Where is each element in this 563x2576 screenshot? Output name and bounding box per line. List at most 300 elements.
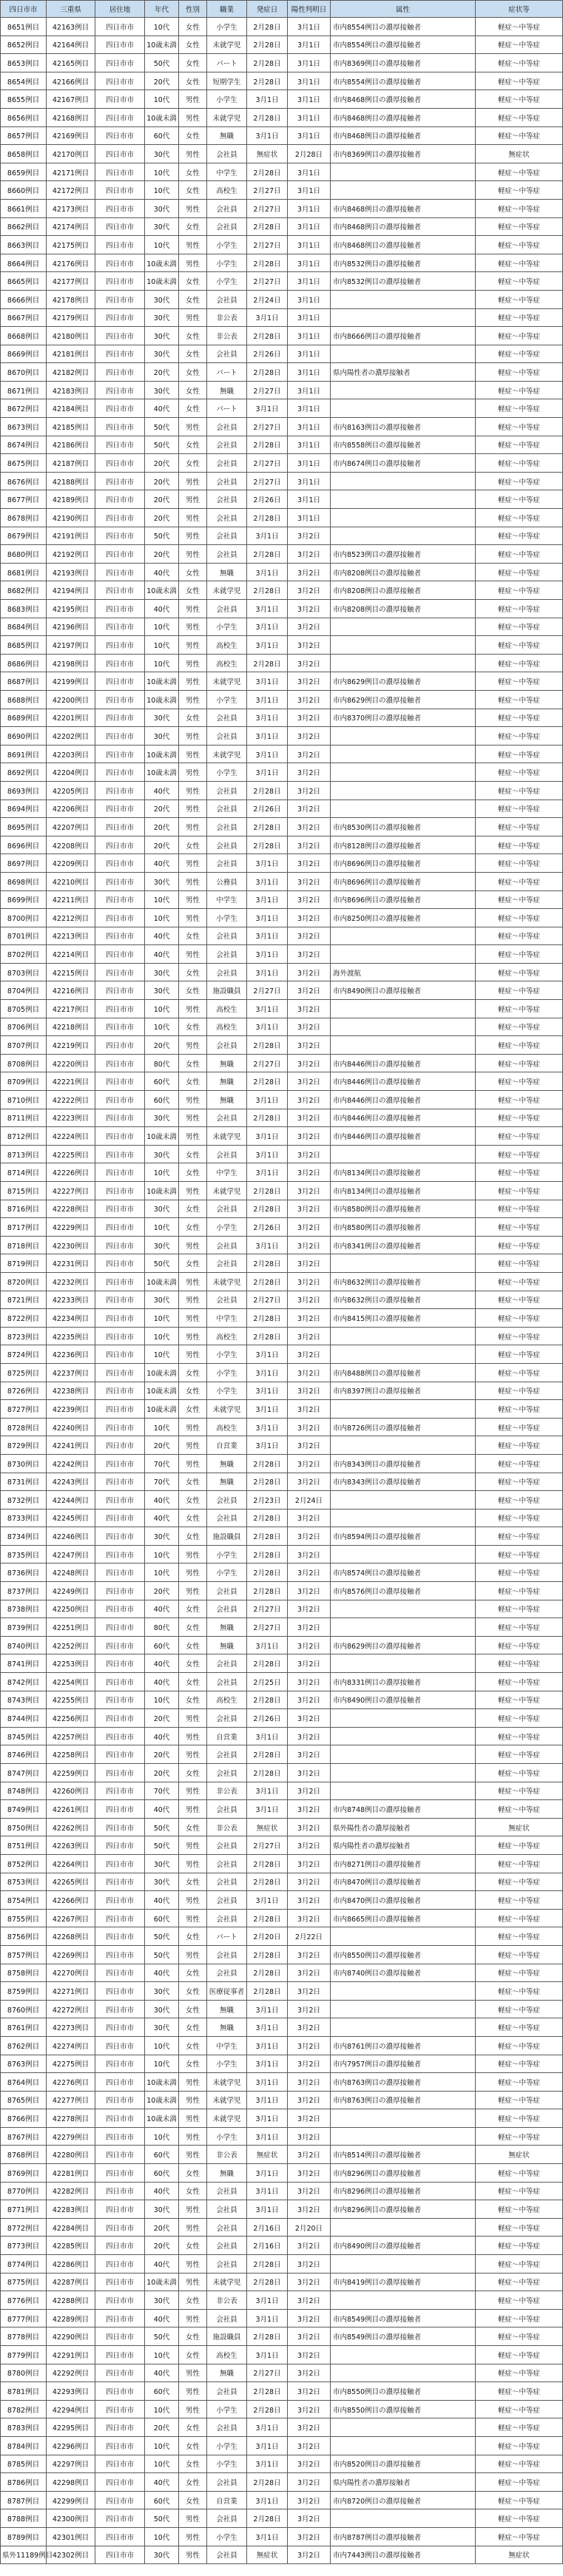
cell-age-group: 20代 bbox=[145, 1036, 179, 1055]
cell-sex: 男性 bbox=[179, 2091, 207, 2109]
table-row bbox=[1, 1636, 563, 1654]
cell-sex: 男性 bbox=[179, 236, 207, 254]
cell-sex: 女性 bbox=[179, 36, 207, 54]
cell-attribute: 市内8250例目の濃厚接触者 bbox=[331, 909, 476, 927]
cell-positive-date: 3月2日 bbox=[288, 1945, 331, 1964]
cell-attribute bbox=[331, 1982, 476, 2001]
table-row bbox=[1, 236, 563, 254]
cell-occupation: 会社員 bbox=[207, 1236, 247, 1254]
table-row bbox=[1, 1473, 563, 1491]
table-row bbox=[1, 272, 563, 291]
cell-onset-date: 2月28日 bbox=[247, 654, 288, 672]
cell-positive-date: 3月2日 bbox=[288, 2382, 331, 2401]
cell-occupation: 小学生 bbox=[207, 1563, 247, 1582]
cell-onset-date: 2月28日 bbox=[247, 1109, 288, 1127]
cell-symptoms: 無症状 bbox=[476, 2146, 563, 2164]
cell-age-group: 10代 bbox=[145, 2436, 179, 2455]
table-row bbox=[1, 1945, 563, 1964]
cell-prefecture-case-number: 42291例目 bbox=[47, 2346, 95, 2364]
cell-age-group: 40代 bbox=[145, 781, 179, 799]
table-row bbox=[1, 1818, 563, 1836]
cell-residence: 四日市市 bbox=[95, 1800, 145, 1819]
cell-symptoms: 軽症～中等症 bbox=[476, 2273, 563, 2291]
cell-symptoms: 軽症～中等症 bbox=[476, 327, 563, 345]
cell-sex: 女性 bbox=[179, 399, 207, 418]
table-row bbox=[1, 1782, 563, 1800]
cell-city-case-number: 8754例目 bbox=[1, 1891, 47, 1910]
cell-sex: 男性 bbox=[179, 1127, 207, 1146]
cell-positive-date: 3月2日 bbox=[288, 2018, 331, 2037]
cell-prefecture-case-number: 42207例目 bbox=[47, 818, 95, 836]
table-row bbox=[1, 1927, 563, 1946]
table-row bbox=[1, 2418, 563, 2437]
cell-positive-date: 3月2日 bbox=[288, 854, 331, 873]
cell-occupation: 会社員 bbox=[207, 1854, 247, 1873]
table-row bbox=[1, 472, 563, 490]
cell-sex: 女性 bbox=[179, 1600, 207, 1618]
cell-occupation: 会社員 bbox=[207, 1873, 247, 1891]
cell-residence: 四日市市 bbox=[95, 2273, 145, 2291]
cell-occupation: 未就学児 bbox=[207, 108, 247, 126]
cell-residence: 四日市市 bbox=[95, 1254, 145, 1273]
cell-age-group: 40代 bbox=[145, 1800, 179, 1819]
cell-symptoms: 軽症～中等症 bbox=[476, 600, 563, 618]
cell-attribute bbox=[331, 1927, 476, 1946]
cell-attribute bbox=[331, 1745, 476, 1764]
cell-onset-date: 3月1日 bbox=[247, 709, 288, 727]
cell-onset-date: 3月1日 bbox=[247, 1363, 288, 1382]
cell-positive-date: 3月2日 bbox=[288, 690, 331, 709]
cell-positive-date: 3月2日 bbox=[288, 600, 331, 618]
cell-prefecture-case-number: 42268例目 bbox=[47, 1927, 95, 1946]
cell-sex: 女性 bbox=[179, 963, 207, 981]
cell-age-group: 20代 bbox=[145, 2237, 179, 2255]
cell-age-group: 20代 bbox=[145, 799, 179, 818]
cell-occupation: 会社員 bbox=[207, 1945, 247, 1964]
cell-residence: 四日市市 bbox=[95, 672, 145, 691]
cell-residence: 四日市市 bbox=[95, 963, 145, 981]
table-row bbox=[1, 1964, 563, 1982]
cell-positive-date: 3月2日 bbox=[288, 1109, 331, 1127]
cell-prefecture-case-number: 42163例目 bbox=[47, 18, 95, 36]
cell-onset-date: 2月24日 bbox=[247, 290, 288, 308]
cell-prefecture-case-number: 42273例目 bbox=[47, 2018, 95, 2037]
cell-attribute: 市内8419例目の濃厚接触者 bbox=[331, 2273, 476, 2291]
cell-prefecture-case-number: 42227例目 bbox=[47, 1182, 95, 1200]
cell-onset-date: 3月1日 bbox=[247, 1400, 288, 1419]
cell-attribute: 市内8514例目の濃厚接触者 bbox=[331, 2146, 476, 2164]
cell-attribute: 市内8208例目の濃厚接触者 bbox=[331, 600, 476, 618]
cell-onset-date: 無症状 bbox=[247, 2146, 288, 2164]
cell-occupation: 会社員 bbox=[207, 1582, 247, 1600]
cell-attribute bbox=[331, 2364, 476, 2382]
cell-city-case-number: 8678例目 bbox=[1, 509, 47, 527]
cell-prefecture-case-number: 42182例目 bbox=[47, 363, 95, 382]
table-row bbox=[1, 1200, 563, 1218]
cell-age-group: 20代 bbox=[145, 1764, 179, 1782]
cell-onset-date: 2月28日 bbox=[247, 2400, 288, 2418]
cell-residence: 四日市市 bbox=[95, 1309, 145, 1328]
cell-positive-date: 3月1日 bbox=[288, 272, 331, 291]
table-row bbox=[1, 454, 563, 473]
cell-age-group: 10歳未満 bbox=[145, 1272, 179, 1291]
cell-onset-date: 2月27日 bbox=[247, 1054, 288, 1072]
cell-symptoms: 軽症～中等症 bbox=[476, 2182, 563, 2200]
table-header bbox=[1, 1, 563, 18]
cell-sex: 男性 bbox=[179, 1800, 207, 1819]
cell-sex: 女性 bbox=[179, 181, 207, 200]
cell-onset-date: 2月28日 bbox=[247, 436, 288, 454]
cell-prefecture-case-number: 42218例目 bbox=[47, 1018, 95, 1036]
cell-occupation: 会社員 bbox=[207, 1673, 247, 1691]
cell-age-group: 20代 bbox=[145, 818, 179, 836]
cell-sex: 女性 bbox=[179, 1673, 207, 1691]
table-row bbox=[1, 1072, 563, 1091]
cell-residence: 四日市市 bbox=[95, 2146, 145, 2164]
cell-residence: 四日市市 bbox=[95, 1527, 145, 1546]
cell-occupation: 高校生 bbox=[207, 1418, 247, 1436]
cell-positive-date: 3月1日 bbox=[288, 363, 331, 382]
cell-sex: 男性 bbox=[179, 1891, 207, 1910]
cell-attribute: 市内8580例目の濃厚接触者 bbox=[331, 1200, 476, 1218]
cell-city-case-number: 8656例目 bbox=[1, 108, 47, 126]
cell-positive-date: 3月2日 bbox=[288, 581, 331, 600]
cell-age-group: 40代 bbox=[145, 1891, 179, 1910]
cell-positive-date: 3月2日 bbox=[288, 1000, 331, 1018]
cell-occupation: 非公表 bbox=[207, 1818, 247, 1836]
cell-occupation: 小学生 bbox=[207, 1382, 247, 1400]
cell-residence: 四日市市 bbox=[95, 654, 145, 672]
cell-city-case-number: 8731例目 bbox=[1, 1473, 47, 1491]
cell-positive-date: 3月2日 bbox=[288, 1618, 331, 1637]
cell-symptoms: 軽症～中等症 bbox=[476, 1727, 563, 1745]
cell-sex: 男性 bbox=[179, 509, 207, 527]
cell-onset-date: 2月25日 bbox=[247, 1673, 288, 1691]
cell-positive-date: 3月1日 bbox=[288, 490, 331, 509]
cell-positive-date: 3月2日 bbox=[288, 1873, 331, 1891]
cell-occupation: 会社員 bbox=[207, 1509, 247, 1527]
cell-symptoms: 軽症～中等症 bbox=[476, 509, 563, 527]
cell-onset-date: 2月26日 bbox=[247, 345, 288, 363]
cell-symptoms: 軽症～中等症 bbox=[476, 1291, 563, 1309]
cell-positive-date: 3月1日 bbox=[288, 108, 331, 126]
cell-onset-date: 2月28日 bbox=[247, 836, 288, 854]
cell-onset-date: 3月1日 bbox=[247, 1000, 288, 1018]
cell-city-case-number: 8758例目 bbox=[1, 1964, 47, 1982]
cell-occupation: 会社員 bbox=[207, 2309, 247, 2327]
cell-occupation: 小学生 bbox=[207, 763, 247, 782]
cell-residence: 四日市市 bbox=[95, 1127, 145, 1146]
table-row bbox=[1, 1491, 563, 1510]
cell-symptoms: 軽症～中等症 bbox=[476, 654, 563, 672]
table-row bbox=[1, 1691, 563, 1709]
cell-onset-date: 2月28日 bbox=[247, 1254, 288, 1273]
cell-positive-date: 3月2日 bbox=[288, 945, 331, 964]
cell-city-case-number: 8712例目 bbox=[1, 1127, 47, 1146]
cell-residence: 四日市市 bbox=[95, 72, 145, 90]
cell-attribute: 市内8523例目の濃厚接触者 bbox=[331, 545, 476, 564]
cell-sex: 女性 bbox=[179, 2164, 207, 2183]
cell-symptoms: 軽症～中等症 bbox=[476, 2255, 563, 2274]
cell-residence: 四日市市 bbox=[95, 818, 145, 836]
cell-prefecture-case-number: 42200例目 bbox=[47, 690, 95, 709]
cell-residence: 四日市市 bbox=[95, 254, 145, 272]
cell-occupation: 中学生 bbox=[207, 1309, 247, 1328]
cell-attribute: 市内8468例目の濃厚接触者 bbox=[331, 236, 476, 254]
cell-symptoms: 軽症～中等症 bbox=[476, 890, 563, 909]
cell-symptoms: 軽症～中等症 bbox=[476, 90, 563, 109]
cell-age-group: 10代 bbox=[145, 890, 179, 909]
cell-prefecture-case-number: 42225例目 bbox=[47, 1145, 95, 1163]
cell-attribute: 市内8446例目の濃厚接触者 bbox=[331, 1072, 476, 1091]
header-positive-date: 陽性判明日 bbox=[288, 1, 331, 18]
cell-prefecture-case-number: 42215例目 bbox=[47, 963, 95, 981]
cell-occupation: 会社員 bbox=[207, 290, 247, 308]
cell-prefecture-case-number: 42293例目 bbox=[47, 2382, 95, 2401]
cell-residence: 四日市市 bbox=[95, 1491, 145, 1510]
table-row bbox=[1, 727, 563, 746]
cell-symptoms: 軽症～中等症 bbox=[476, 254, 563, 272]
cell-onset-date: 2月28日 bbox=[247, 1854, 288, 1873]
cell-sex: 男性 bbox=[179, 2255, 207, 2274]
cell-positive-date: 3月1日 bbox=[288, 217, 331, 236]
cell-attribute: 市内8632例目の濃厚接触者 bbox=[331, 1291, 476, 1309]
cell-positive-date: 3月2日 bbox=[288, 1436, 331, 1455]
cell-prefecture-case-number: 42228例目 bbox=[47, 1200, 95, 1218]
cell-age-group: 10代 bbox=[145, 163, 179, 181]
cell-occupation: 無職 bbox=[207, 1618, 247, 1637]
cell-positive-date: 3月2日 bbox=[288, 1363, 331, 1382]
cell-age-group: 30代 bbox=[145, 1236, 179, 1254]
cell-symptoms: 軽症～中等症 bbox=[476, 581, 563, 600]
cell-age-group: 10歳未満 bbox=[145, 272, 179, 291]
cell-prefecture-case-number: 42188例目 bbox=[47, 472, 95, 490]
cell-city-case-number: 8714例目 bbox=[1, 1163, 47, 1182]
header-attribute: 属性 bbox=[331, 1, 476, 18]
cell-residence: 四日市市 bbox=[95, 2473, 145, 2492]
cell-city-case-number: 8717例目 bbox=[1, 1218, 47, 1237]
cell-positive-date: 3月2日 bbox=[288, 2473, 331, 2492]
cell-attribute bbox=[331, 799, 476, 818]
cell-positive-date: 3月2日 bbox=[288, 2418, 331, 2437]
cell-city-case-number: 8724例目 bbox=[1, 1345, 47, 1364]
cell-attribute bbox=[331, 781, 476, 799]
cell-positive-date: 3月2日 bbox=[288, 2400, 331, 2418]
cell-residence: 四日市市 bbox=[95, 527, 145, 545]
cell-residence: 四日市市 bbox=[95, 836, 145, 854]
cell-city-case-number: 8664例目 bbox=[1, 254, 47, 272]
cell-onset-date: 2月28日 bbox=[247, 1509, 288, 1527]
cell-sex: 男性 bbox=[179, 1091, 207, 1109]
cell-occupation: 無職 bbox=[207, 1091, 247, 1109]
cell-onset-date: 2月28日 bbox=[247, 1200, 288, 1218]
cell-residence: 四日市市 bbox=[95, 2418, 145, 2437]
cell-city-case-number: 8680例目 bbox=[1, 545, 47, 564]
cell-prefecture-case-number: 42185例目 bbox=[47, 418, 95, 436]
cell-residence: 四日市市 bbox=[95, 1927, 145, 1946]
cell-occupation: 未就学児 bbox=[207, 1400, 247, 1419]
cell-occupation: 無職 bbox=[207, 2364, 247, 2382]
cell-symptoms: 軽症～中等症 bbox=[476, 1418, 563, 1436]
cell-attribute: 市内8763例目の濃厚接触者 bbox=[331, 2091, 476, 2109]
cell-onset-date: 2月28日 bbox=[247, 18, 288, 36]
cell-city-case-number: 8670例目 bbox=[1, 363, 47, 382]
cell-positive-date: 3月1日 bbox=[288, 345, 331, 363]
table-row bbox=[1, 1091, 563, 1109]
cell-occupation: 小学生 bbox=[207, 272, 247, 291]
cell-symptoms: 軽症～中等症 bbox=[476, 1854, 563, 1873]
cell-city-case-number: 8721例目 bbox=[1, 1291, 47, 1309]
cell-prefecture-case-number: 42172例目 bbox=[47, 181, 95, 200]
cell-residence: 四日市市 bbox=[95, 290, 145, 308]
cell-symptoms: 軽症～中等症 bbox=[476, 909, 563, 927]
cell-positive-date: 3月2日 bbox=[288, 1745, 331, 1764]
cell-city-case-number: 8706例目 bbox=[1, 1018, 47, 1036]
cell-sex: 男性 bbox=[179, 1291, 207, 1309]
cell-sex: 男性 bbox=[179, 1436, 207, 1455]
table-row bbox=[1, 709, 563, 727]
cell-positive-date: 3月1日 bbox=[288, 509, 331, 527]
table-row bbox=[1, 381, 563, 399]
cell-occupation: 中学生 bbox=[207, 1163, 247, 1182]
cell-prefecture-case-number: 42260例目 bbox=[47, 1782, 95, 1800]
cell-sex: 男性 bbox=[179, 145, 207, 163]
table-row bbox=[1, 690, 563, 709]
cell-occupation: パート bbox=[207, 363, 247, 382]
cell-attribute: 市内8554例目の濃厚接触者 bbox=[331, 18, 476, 36]
table-row bbox=[1, 1054, 563, 1072]
cell-sex: 女性 bbox=[179, 1764, 207, 1782]
cell-prefecture-case-number: 42265例目 bbox=[47, 1873, 95, 1891]
cell-onset-date: 3月1日 bbox=[247, 1127, 288, 1146]
cell-symptoms: 軽症～中等症 bbox=[476, 1636, 563, 1654]
cell-positive-date: 3月1日 bbox=[288, 72, 331, 90]
cell-attribute: 海外渡航 bbox=[331, 963, 476, 981]
cell-residence: 四日市市 bbox=[95, 418, 145, 436]
cell-city-case-number: 8733例目 bbox=[1, 1509, 47, 1527]
cell-onset-date: 2月28日 bbox=[247, 163, 288, 181]
cell-residence: 四日市市 bbox=[95, 1545, 145, 1563]
cell-attribute bbox=[331, 2291, 476, 2310]
cell-residence: 四日市市 bbox=[95, 2200, 145, 2219]
cell-residence: 四日市市 bbox=[95, 308, 145, 327]
cell-positive-date: 3月2日 bbox=[288, 2309, 331, 2327]
cell-attribute bbox=[331, 1600, 476, 1618]
table-row bbox=[1, 1527, 563, 1546]
cell-occupation: 小学生 bbox=[207, 236, 247, 254]
cell-symptoms: 軽症～中等症 bbox=[476, 436, 563, 454]
cell-city-case-number: 8676例目 bbox=[1, 472, 47, 490]
cell-prefecture-case-number: 42274例目 bbox=[47, 2036, 95, 2055]
cell-onset-date: 2月28日 bbox=[247, 581, 288, 600]
cell-attribute: 市内8446例目の濃厚接触者 bbox=[331, 1054, 476, 1072]
table-row bbox=[1, 1800, 563, 1819]
cell-occupation: 会社員 bbox=[207, 1145, 247, 1163]
cell-positive-date: 3月2日 bbox=[288, 890, 331, 909]
cell-prefecture-case-number: 42252例目 bbox=[47, 1636, 95, 1654]
cell-symptoms: 軽症～中等症 bbox=[476, 1509, 563, 1527]
cell-symptoms: 軽症～中等症 bbox=[476, 1873, 563, 1891]
cell-occupation: 会社員 bbox=[207, 1491, 247, 1510]
cell-onset-date: 2月28日 bbox=[247, 781, 288, 799]
cell-occupation: 会社員 bbox=[207, 854, 247, 873]
cell-attribute bbox=[331, 1654, 476, 1673]
cell-positive-date: 3月2日 bbox=[288, 2346, 331, 2364]
cell-attribute bbox=[331, 2255, 476, 2274]
cell-prefecture-case-number: 42271例目 bbox=[47, 1982, 95, 2001]
cell-positive-date: 3月2日 bbox=[288, 818, 331, 836]
cell-sex: 女性 bbox=[179, 454, 207, 473]
cell-residence: 四日市市 bbox=[95, 545, 145, 564]
cell-sex: 女性 bbox=[179, 1964, 207, 1982]
cell-city-case-number: 8753例目 bbox=[1, 1873, 47, 1891]
cell-city-case-number: 8674例目 bbox=[1, 436, 47, 454]
cell-attribute: 市内8343例目の濃厚接触者 bbox=[331, 1454, 476, 1473]
table-row bbox=[1, 672, 563, 691]
cell-positive-date: 3月2日 bbox=[288, 2109, 331, 2128]
cell-symptoms: 軽症～中等症 bbox=[476, 18, 563, 36]
cell-prefecture-case-number: 42255例目 bbox=[47, 1691, 95, 1709]
cell-positive-date: 3月2日 bbox=[288, 2327, 331, 2346]
cell-attribute: 市内8549例目の濃厚接触者 bbox=[331, 2327, 476, 2346]
cell-positive-date: 3月2日 bbox=[288, 1964, 331, 1982]
cell-occupation: 未就学児 bbox=[207, 745, 247, 763]
cell-onset-date: 3月1日 bbox=[247, 763, 288, 782]
cell-residence: 四日市市 bbox=[95, 1054, 145, 1072]
cell-positive-date: 3月2日 bbox=[288, 1909, 331, 1927]
cell-onset-date: 3月1日 bbox=[247, 2436, 288, 2455]
cell-occupation: 会社員 bbox=[207, 836, 247, 854]
cell-occupation: 無職 bbox=[207, 126, 247, 145]
cell-prefecture-case-number: 42199例目 bbox=[47, 672, 95, 691]
table-row bbox=[1, 1382, 563, 1400]
cell-onset-date: 3月1日 bbox=[247, 1091, 288, 1109]
cell-sex: 女性 bbox=[179, 2418, 207, 2437]
cell-age-group: 10歳未満 bbox=[145, 1182, 179, 1200]
cell-onset-date: 2月26日 bbox=[247, 1218, 288, 1237]
cell-attribute: 市内8748例目の濃厚接触者 bbox=[331, 1800, 476, 1819]
cell-prefecture-case-number: 42204例目 bbox=[47, 763, 95, 782]
cell-residence: 四日市市 bbox=[95, 1145, 145, 1163]
cell-symptoms: 軽症～中等症 bbox=[476, 1072, 563, 1091]
cell-positive-date: 3月2日 bbox=[288, 1236, 331, 1254]
cell-positive-date: 3月2日 bbox=[288, 909, 331, 927]
cell-city-case-number: 8720例目 bbox=[1, 1272, 47, 1291]
cell-prefecture-case-number: 42264例目 bbox=[47, 1854, 95, 1873]
cell-age-group: 20代 bbox=[145, 545, 179, 564]
cell-attribute bbox=[331, 2346, 476, 2364]
table-row bbox=[1, 2400, 563, 2418]
cell-positive-date: 3月2日 bbox=[288, 1582, 331, 1600]
cell-attribute bbox=[331, 1509, 476, 1527]
cell-attribute bbox=[331, 308, 476, 327]
cell-age-group: 60代 bbox=[145, 1909, 179, 1927]
cell-age-group: 10代 bbox=[145, 618, 179, 636]
table-row bbox=[1, 981, 563, 1000]
cell-onset-date: 3月1日 bbox=[247, 1145, 288, 1163]
cell-residence: 四日市市 bbox=[95, 2164, 145, 2183]
table-row bbox=[1, 1654, 563, 1673]
cell-positive-date: 3月2日 bbox=[288, 1673, 331, 1691]
cell-city-case-number: 8691例目 bbox=[1, 745, 47, 763]
table-row bbox=[1, 2218, 563, 2237]
cell-age-group: 40代 bbox=[145, 1964, 179, 1982]
cell-residence: 四日市市 bbox=[95, 472, 145, 490]
table-row bbox=[1, 1345, 563, 1364]
cell-symptoms: 軽症～中等症 bbox=[476, 1272, 563, 1291]
cell-onset-date: 3月1日 bbox=[247, 1382, 288, 1400]
cell-sex: 女性 bbox=[179, 1163, 207, 1182]
